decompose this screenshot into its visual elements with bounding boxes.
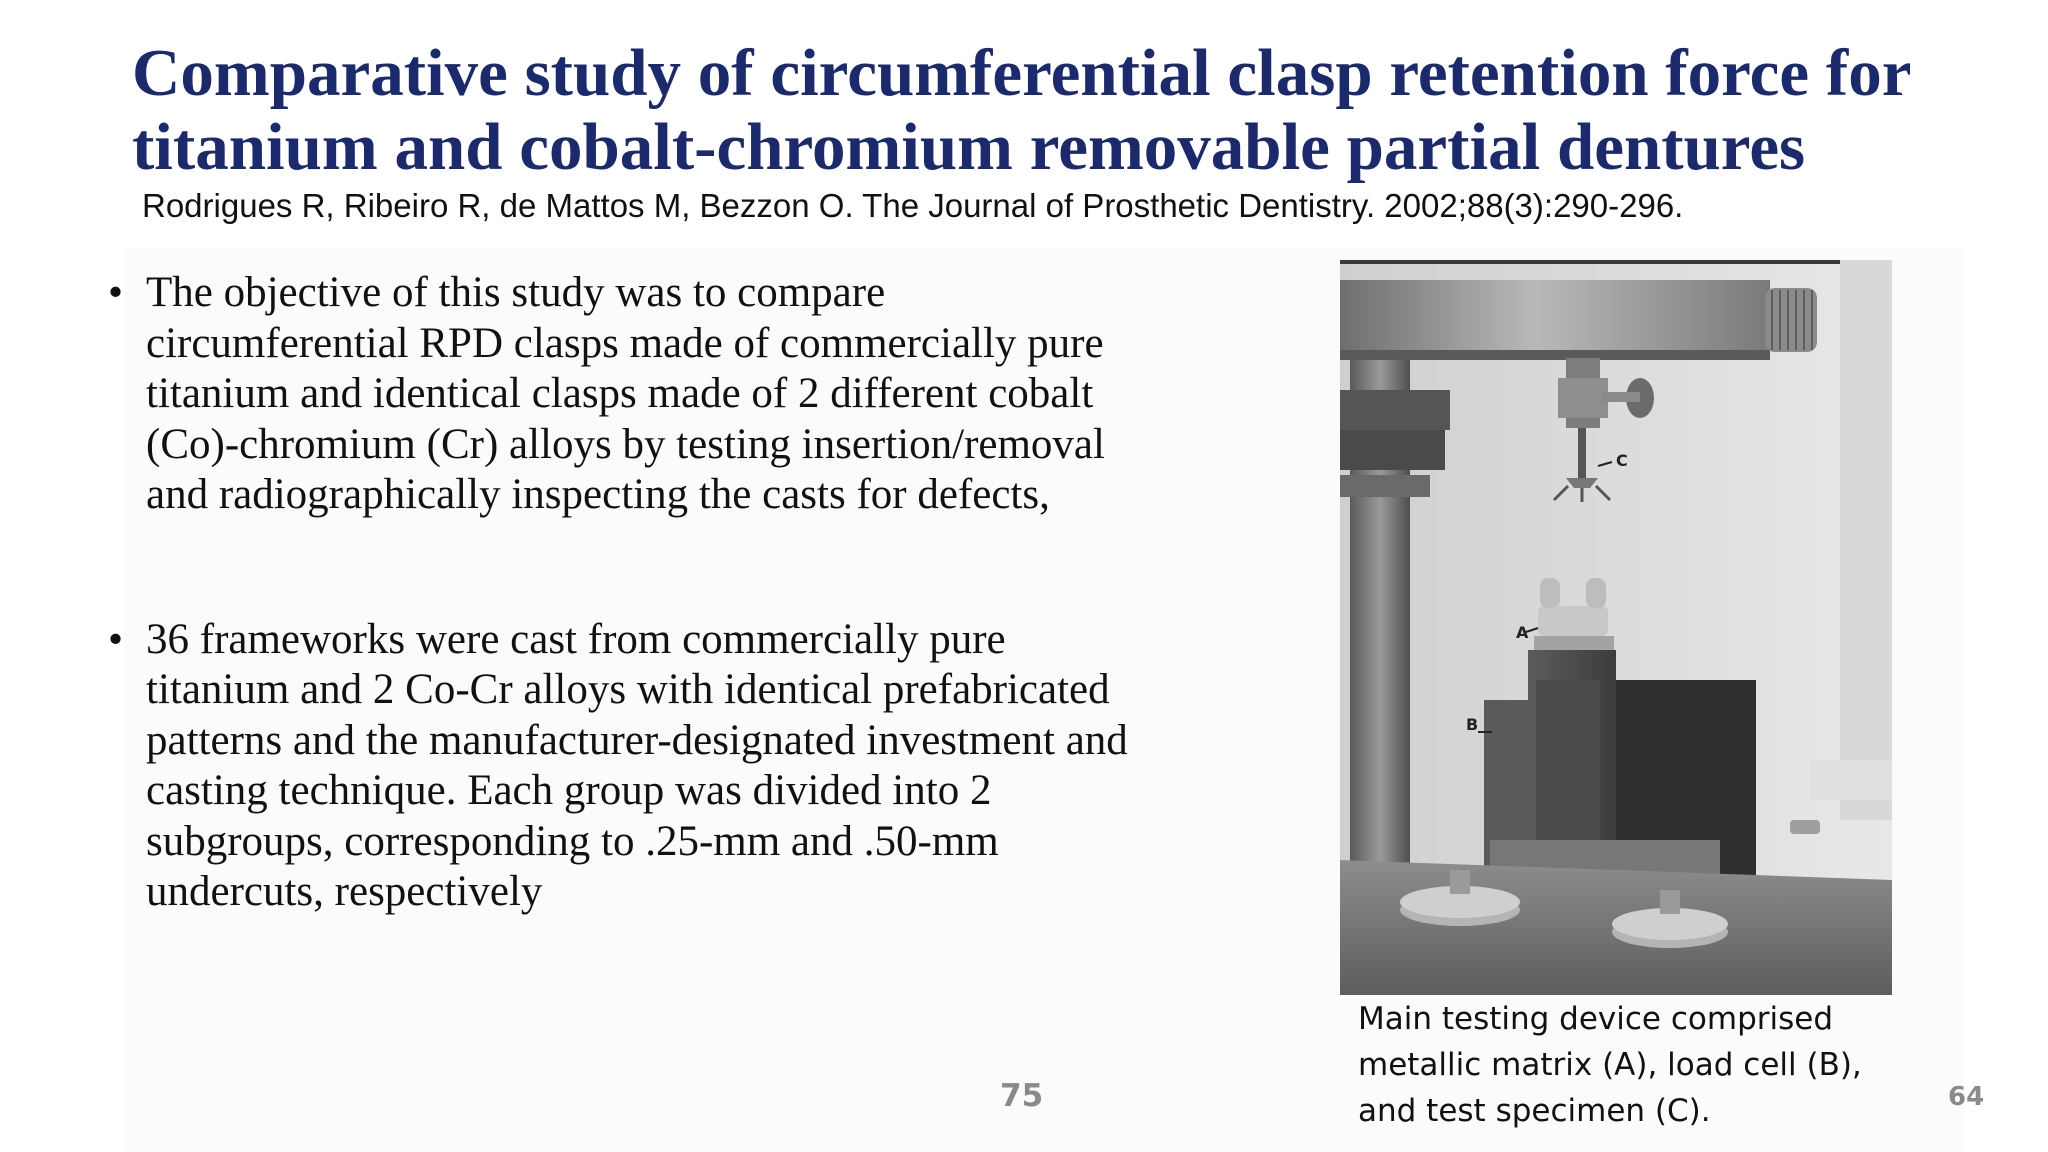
bullet-line: patterns and the manufacturer-designated investment and (146, 716, 1128, 764)
bullet-line: titanium and 2 Co-Cr alloys with identical prefabricated (146, 666, 1110, 713)
bullet-list (100, 268, 1260, 918)
page-number-center: 75 (1000, 1078, 1044, 1114)
bullet-icon: • (108, 269, 124, 316)
testing-device-photo (1340, 260, 1892, 995)
bullet-line: undercuts, respectively (146, 868, 543, 915)
figure-label-a: A (1516, 623, 1529, 642)
bullet-line: (Co)-chromium (Cr) alloys by testing insertion/removal (146, 420, 1105, 468)
page-number-right: 64 (1948, 1082, 1985, 1112)
title-line: titanium and cobalt-chromium removable partial dentures (132, 110, 1806, 184)
figure-label-b: B (1466, 715, 1479, 734)
bullet-line: The objective of this study was to compare (146, 269, 886, 316)
caption-line: Main testing device comprised (1358, 1001, 1834, 1037)
bullet-line: subgroups, corresponding to .25-mm and .50-mm (146, 817, 999, 865)
caption-line: and test specimen (C). (1358, 1093, 1711, 1129)
caption-line: metallic matrix (A), load cell (B), (1358, 1047, 1862, 1083)
figure-label-c: C (1616, 451, 1628, 470)
bullet-line: and radiographically inspecting the casts for defects, (146, 471, 1050, 518)
bullet-icon: • (108, 615, 124, 663)
title-line: Comparative study of circumferential clasp retention force for (132, 36, 1912, 110)
bullet-line: circumferential RPD clasps made of commercially pure (146, 319, 1104, 367)
figure-caption (1358, 996, 1862, 1134)
testing-device-illustration (1340, 260, 1892, 995)
bullet-line: 36 frameworks were cast from commercially pure (146, 615, 1006, 663)
slide-title (132, 36, 2032, 184)
bullet-line: casting technique. Each group was divided into 2 (146, 767, 992, 814)
bullet-item (100, 615, 1260, 918)
bullet-item (100, 268, 1260, 521)
citation: Rodrigues R, Ribeiro R, de Mattos M, Bezzon O. The Journal of Prosthetic Dentistry. 2002;88(3):290-296. (142, 187, 1684, 224)
bullet-line: titanium and identical clasps made of 2 different cobalt (146, 370, 1094, 417)
